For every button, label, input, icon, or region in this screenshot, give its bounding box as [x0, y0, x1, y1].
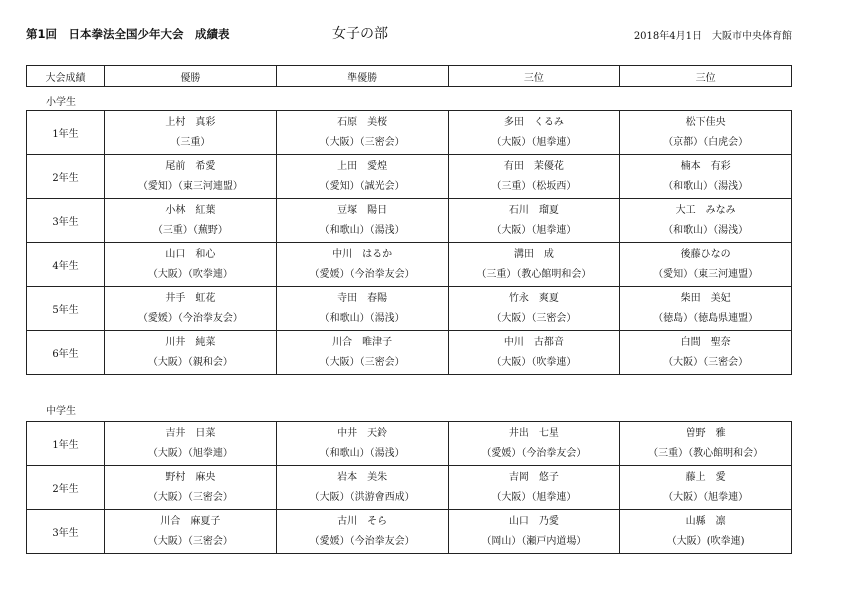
athlete-affiliation: （大阪）（旭拳連） [491, 224, 577, 236]
result-cell [276, 243, 448, 287]
athlete-affiliation: （大阪）(吹拳連) [666, 535, 745, 547]
athlete-affiliation: （愛知）（東三河連盟） [653, 268, 759, 280]
athlete-name: 山口 和心 [165, 248, 216, 260]
grade-cell: 3年生 [27, 199, 105, 243]
result-cell [448, 199, 620, 243]
athlete-affiliation: （和歌山）（湯浅） [319, 447, 405, 459]
result-cell [620, 466, 792, 510]
table-row [27, 466, 792, 510]
athlete-affiliation: （三重）（蕪野） [152, 224, 228, 236]
result-cell [276, 199, 448, 243]
result-cell [105, 155, 277, 199]
result-cell [448, 422, 620, 466]
grade-cell: 2年生 [27, 155, 105, 199]
table-row [27, 199, 792, 243]
result-cell [276, 155, 448, 199]
athlete-name: 竹永 爽夏 [508, 292, 559, 304]
result-cell [620, 422, 792, 466]
results-table-header [26, 65, 792, 87]
col-header-third: 三位 [448, 66, 620, 87]
athlete-affiliation: （京都）（白虎会） [663, 136, 749, 148]
athlete-name: 川合 唯津子 [332, 336, 393, 348]
result-cell [105, 422, 277, 466]
result-cell [448, 287, 620, 331]
athlete-affiliation: （大阪）（吹拳連） [147, 268, 233, 280]
grade-cell: 3年生 [27, 510, 105, 554]
athlete-name: 石原 美桜 [337, 116, 388, 128]
athlete-affiliation: （大阪）（旭拳連） [491, 136, 577, 148]
result-cell [276, 422, 448, 466]
date-venue: 2018年4月1日 大阪市中央体育館 [633, 31, 792, 42]
grade-cell: 1年生 [27, 111, 105, 155]
athlete-name: 楠本 有彩 [680, 160, 731, 172]
section-label-junior-high: 中学生 [46, 406, 76, 417]
athlete-affiliation: （大阪）（親和会） [147, 356, 233, 368]
result-cell [620, 243, 792, 287]
athlete-name: 藤上 愛 [685, 471, 726, 483]
table-row [27, 422, 792, 466]
table-row [27, 111, 792, 155]
result-cell [620, 287, 792, 331]
result-cell [276, 111, 448, 155]
result-cell [276, 466, 448, 510]
athlete-name: 大工 みなみ [675, 204, 736, 216]
athlete-affiliation: （愛媛）（今治拳友会） [309, 535, 415, 547]
athlete-name: 岩本 美朱 [337, 471, 388, 483]
athlete-name: 山口 乃愛 [508, 515, 559, 527]
athlete-affiliation: （三重）（教心館明和会） [648, 447, 764, 459]
grade-cell: 2年生 [27, 466, 105, 510]
result-cell [105, 199, 277, 243]
athlete-affiliation: （大阪）（吹拳連） [491, 356, 577, 368]
athlete-name: 多田 くるみ [503, 116, 564, 128]
athlete-affiliation: （愛媛）（今治拳友会） [309, 268, 415, 280]
result-cell [105, 243, 277, 287]
athlete-affiliation: （三重） [170, 136, 211, 148]
athlete-affiliation: （愛媛）（今治拳友会） [481, 447, 587, 459]
result-cell [448, 331, 620, 375]
result-cell [448, 155, 620, 199]
athlete-affiliation: （大阪）（三密会） [147, 491, 233, 503]
athlete-name: 山縣 凛 [685, 515, 726, 527]
athlete-affiliation: （大阪）（三密会） [491, 312, 577, 324]
athlete-affiliation: （岡山）（瀬戸内道場） [481, 535, 587, 547]
result-cell [105, 287, 277, 331]
grade-cell: 1年生 [27, 422, 105, 466]
athlete-name: 尾前 希愛 [165, 160, 216, 172]
athlete-affiliation: （愛知）（東三河連盟） [137, 180, 243, 192]
result-cell [620, 510, 792, 554]
athlete-affiliation: （徳島）（徳島県連盟） [653, 312, 759, 324]
athlete-name: 古川 そら [337, 515, 388, 527]
table-row [27, 287, 792, 331]
athlete-name: 川井 純菜 [165, 336, 216, 348]
athlete-affiliation: （三重）（松坂西） [491, 180, 577, 192]
result-cell [448, 510, 620, 554]
grade-cell: 6年生 [27, 331, 105, 375]
page-header [26, 26, 792, 42]
athlete-name: 曽野 雅 [685, 427, 726, 439]
athlete-affiliation: （三重）（教心館明和会） [476, 268, 592, 280]
athlete-name: 野村 麻央 [165, 471, 216, 483]
athlete-affiliation: （和歌山）（湯浅） [663, 180, 749, 192]
table-row [27, 331, 792, 375]
athlete-name: 井手 虹花 [165, 292, 216, 304]
result-cell [276, 510, 448, 554]
result-cell [620, 111, 792, 155]
athlete-affiliation: （大阪）（旭拳連） [663, 491, 749, 503]
athlete-affiliation: （大阪）（旭拳連） [147, 447, 233, 459]
athlete-name: 吉井 日菜 [165, 427, 216, 439]
athlete-name: 有田 茉優花 [503, 160, 564, 172]
athlete-name: 後藤ひなの [680, 248, 731, 260]
athlete-affiliation: （大阪）（洪游會西成） [309, 491, 415, 503]
result-cell [620, 199, 792, 243]
result-cell [448, 243, 620, 287]
athlete-affiliation: （和歌山）（湯浅） [319, 312, 405, 324]
col-header-winner: 優勝 [105, 66, 277, 87]
athlete-name: 中川 はるか [332, 248, 393, 260]
result-cell [276, 331, 448, 375]
athlete-name: 寺田 春陽 [337, 292, 388, 304]
athlete-affiliation: （和歌山）（湯浅） [319, 224, 405, 236]
result-cell [105, 466, 277, 510]
athlete-name: 溝田 成 [513, 248, 554, 260]
athlete-name: 上田 愛煌 [337, 160, 388, 172]
athlete-name: 豆塚 陽日 [337, 204, 388, 216]
col-header-runner-up: 準優勝 [276, 66, 448, 87]
athlete-affiliation: （大阪）（旭拳連） [491, 491, 577, 503]
col-header-third: 三位 [620, 66, 792, 87]
result-cell [448, 111, 620, 155]
athlete-affiliation: （愛知）（誠光会） [319, 180, 405, 192]
athlete-name: 石川 瑠夏 [508, 204, 559, 216]
division-title: 女子の部 [332, 26, 388, 42]
athlete-name: 川合 麻夏子 [160, 515, 221, 527]
athlete-name: 吉岡 悠子 [508, 471, 559, 483]
athlete-name: 柴田 美妃 [680, 292, 731, 304]
result-cell [276, 287, 448, 331]
result-cell [620, 155, 792, 199]
result-cell [105, 111, 277, 155]
page-title: 第1回 日本拳法全国少年大会 成績表 [26, 27, 230, 41]
athlete-name: 小林 紅葉 [165, 204, 216, 216]
results-table-elementary [26, 110, 792, 375]
athlete-affiliation: （和歌山）（湯浅） [663, 224, 749, 236]
grade-cell: 4年生 [27, 243, 105, 287]
athlete-name: 松下佳央 [685, 116, 726, 128]
athlete-affiliation: （大阪）（三密会） [663, 356, 749, 368]
results-table-junior-high [26, 421, 792, 554]
grade-cell: 5年生 [27, 287, 105, 331]
athlete-name: 中川 古都音 [503, 336, 564, 348]
result-cell [448, 466, 620, 510]
athlete-name: 白間 聖奈 [680, 336, 731, 348]
athlete-affiliation: （愛媛）（今治拳友会） [137, 312, 243, 324]
athlete-name: 井出 七星 [508, 427, 559, 439]
result-cell [105, 331, 277, 375]
athlete-affiliation: （大阪）（三密会） [319, 136, 405, 148]
result-cell [105, 510, 277, 554]
athlete-name: 中井 天鈴 [337, 427, 388, 439]
athlete-name: 上村 真彩 [165, 116, 216, 128]
athlete-affiliation: （大阪）（三密会） [319, 356, 405, 368]
col-header-result: 大会成績 [27, 66, 105, 87]
section-label-elementary: 小学生 [46, 97, 76, 108]
athlete-affiliation: （大阪）（三密会） [147, 535, 233, 547]
result-cell [620, 331, 792, 375]
table-row [27, 510, 792, 554]
table-row [27, 155, 792, 199]
table-row [27, 243, 792, 287]
